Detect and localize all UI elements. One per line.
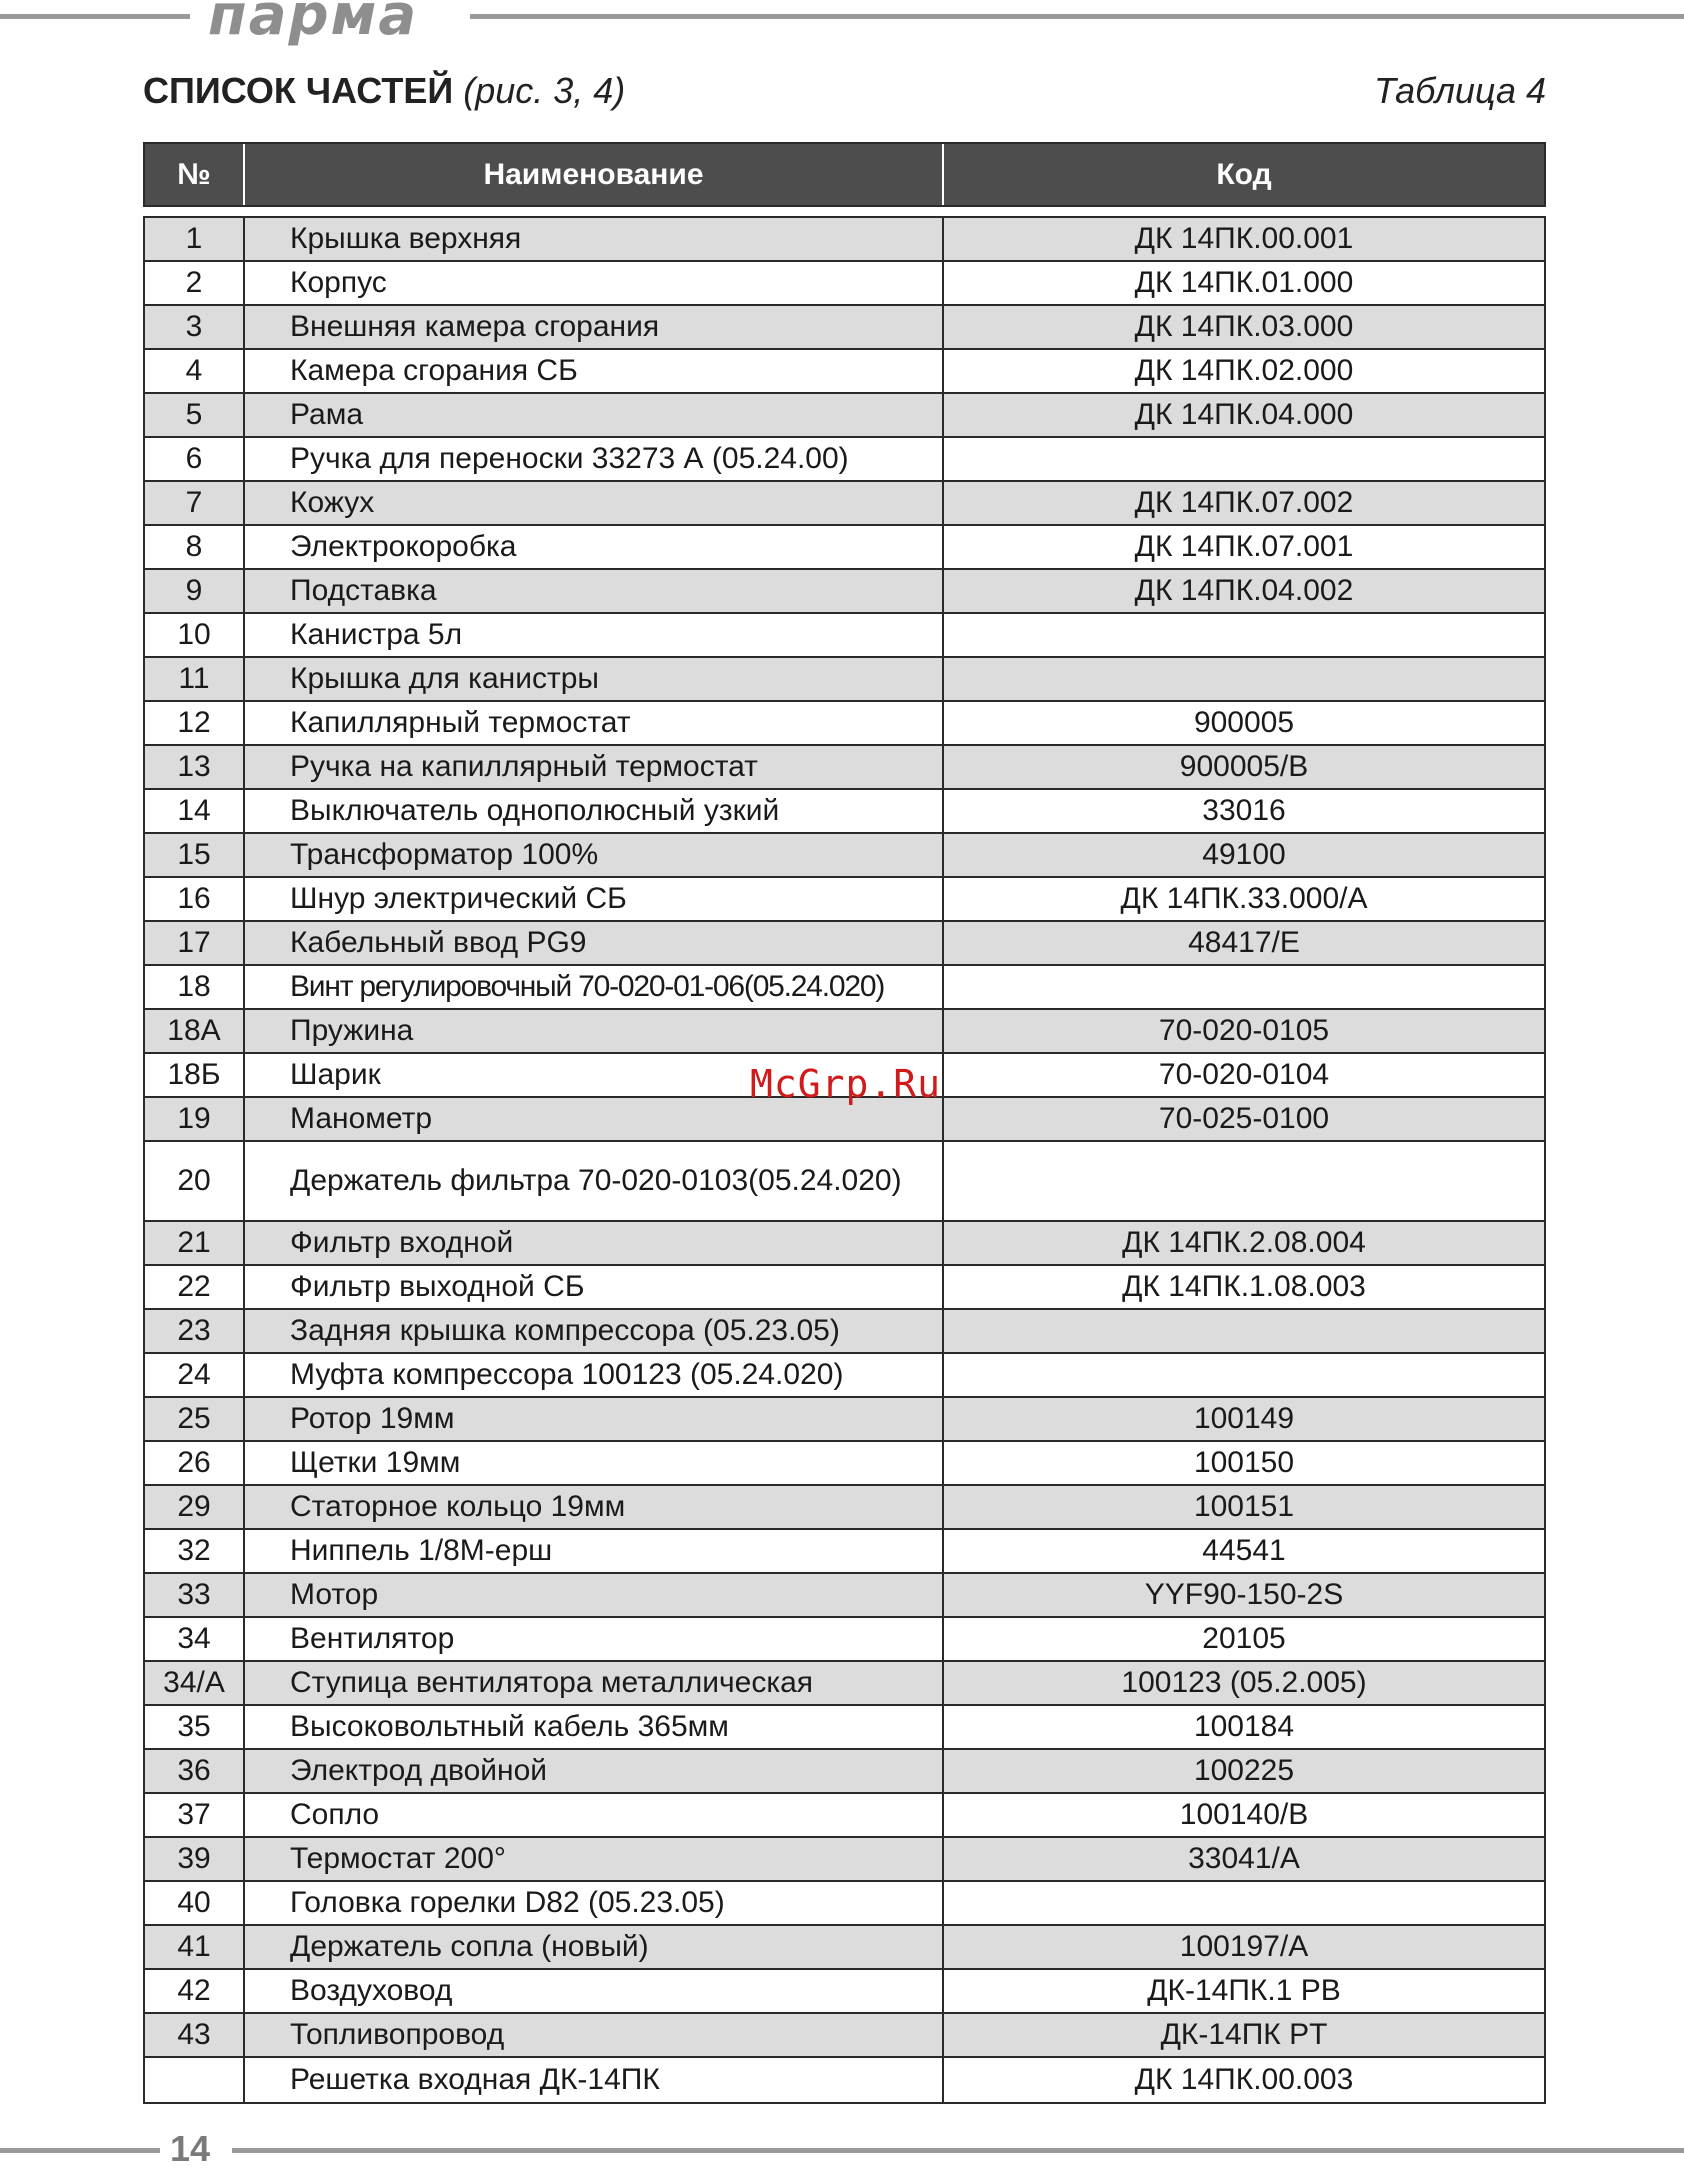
cell-code: 100140/B [1179,1798,1309,1831]
table-row [145,438,1544,482]
cell-num: 34/А [145,1662,245,1704]
cell-name: Шнур электрический СБ [245,878,944,920]
table-row [145,1574,1544,1618]
cell-num: 26 [145,1442,245,1484]
cell-name: Мотор [245,1574,944,1616]
cell-code: ДК 14ПК.00.003 [1134,2063,1354,2096]
cell-name: Высоковольтный кабель 365мм [245,1706,944,1748]
cell-code: 100151 [1193,1490,1295,1523]
cell-num: 3 [145,306,245,348]
table-row [145,966,1544,1010]
column-header-code: Код [1216,157,1272,191]
table-row [145,702,1544,746]
table-row [145,614,1544,658]
cell-num: 42 [145,1970,245,2012]
cell-code: ДК 14ПК.07.001 [1134,530,1354,563]
cell-code: 48417/E [1188,926,1300,959]
cell-num: 17 [145,922,245,964]
cell-code: 100197/A [1179,1930,1309,1963]
cell-num: 1 [145,218,245,260]
cell-name: Ступица вентилятора металлическая [245,1662,944,1704]
table-row [145,482,1544,526]
cell-code [944,438,1544,480]
cell-num: 34 [145,1618,245,1660]
page-title [143,70,625,112]
table-row [145,1838,1544,1882]
table-row [145,1750,1544,1794]
cell-name: Рама [245,394,944,436]
cell-num: 22 [145,1266,245,1308]
table-row [145,922,1544,966]
cell-num: 18 [145,966,245,1008]
cell-code: 100225 [1193,1754,1295,1787]
header-rule-right [470,14,1684,19]
cell-num: 18А [145,1010,245,1052]
header-rule-left [0,14,190,19]
cell-code [944,1310,1544,1352]
cell-code [944,966,1544,1008]
cell-name: Шарик [245,1054,944,1096]
table-row [145,1266,1544,1310]
cell-code: ДК 14ПК.03.000 [1134,310,1354,343]
cell-code: 900005/B [1179,750,1309,783]
table-row [145,306,1544,350]
cell-name: Сопло [245,1794,944,1836]
cell-name: Трансформатор 100% [245,834,944,876]
cell-code: ДК 14ПК.07.002 [1134,486,1354,519]
table-header [143,142,1546,207]
cell-name: Держатель фильтра 70-020-0103(05.24.020) [245,1142,944,1220]
watermark: McGrp.Ru [750,1062,942,1106]
table-row [145,1926,1544,1970]
cell-num: 25 [145,1398,245,1440]
cell-name: Статорное кольцо 19мм [245,1486,944,1528]
cell-name: Корпус [245,262,944,304]
table-row [145,2014,1544,2058]
cell-num: 32 [145,1530,245,1572]
table-row [145,790,1544,834]
cell-name: Ниппель 1/8М-ерш [245,1530,944,1572]
cell-code: 70-020-0105 [1158,1014,1330,1047]
cell-num: 39 [145,1838,245,1880]
cell-name: Решетка входная ДК-14ПК [245,2058,944,2102]
cell-num: 11 [145,658,245,700]
table-row [145,1662,1544,1706]
cell-num: 16 [145,878,245,920]
cell-name: Капиллярный термостат [245,702,944,744]
table-row [145,526,1544,570]
cell-name: Подставка [245,570,944,612]
cell-num: 14 [145,790,245,832]
cell-code: ДК 14ПК.1.08.003 [1122,1270,1366,1303]
cell-code: YYF90-150-2S [1144,1578,1344,1611]
cell-name: Канистра 5л [245,614,944,656]
cell-num: 19 [145,1098,245,1140]
cell-name: Ручка на капиллярный термостат [245,746,944,788]
cell-code: 100149 [1193,1402,1295,1435]
cell-name: Термостат 200° [245,1838,944,1880]
table-row [145,1010,1544,1054]
cell-code [944,1354,1544,1396]
cell-name: Манометр [245,1098,944,1140]
footer-rule-left [0,2148,160,2153]
cell-num: 5 [145,394,245,436]
cell-num: 40 [145,1882,245,1924]
column-header-name: Наименование [245,144,944,205]
cell-num: 23 [145,1310,245,1352]
cell-code: 33016 [1202,794,1286,827]
cell-name: Электрокоробка [245,526,944,568]
cell-name: Щетки 19мм [245,1442,944,1484]
table-row [145,1442,1544,1486]
cell-num: 24 [145,1354,245,1396]
cell-num: 2 [145,262,245,304]
cell-code: 100184 [1193,1710,1295,1743]
table-label: Таблица 4 [1373,70,1546,111]
cell-name: Крышка для канистры [245,658,944,700]
cell-num: 20 [145,1142,245,1220]
table-row [145,658,1544,702]
cell-name: Муфта компрессора 100123 (05.24.020) [245,1354,944,1396]
cell-num: 13 [145,746,245,788]
cell-code: 70-025-0100 [1158,1102,1330,1135]
table-row [145,1222,1544,1266]
cell-name: Электрод двойной [245,1750,944,1792]
table-row [145,1882,1544,1926]
cell-num: 35 [145,1706,245,1748]
column-header-num: № [145,144,245,205]
cell-name: Крышка верхняя [245,218,944,260]
cell-num: 7 [145,482,245,524]
table-row [145,834,1544,878]
cell-code [944,614,1544,656]
cell-name: Топливопровод [245,2014,944,2056]
brand-logo: парма [208,0,419,48]
table-row [145,394,1544,438]
cell-code: 49100 [1202,838,1286,871]
cell-name: Ротор 19мм [245,1398,944,1440]
table-row [145,1618,1544,1662]
table-row [145,570,1544,614]
cell-code: 44541 [1202,1534,1286,1567]
cell-num: 41 [145,1926,245,1968]
title-row [143,70,1546,120]
table-row [145,746,1544,790]
table-row [145,1530,1544,1574]
cell-num: 9 [145,570,245,612]
cell-num: 21 [145,1222,245,1264]
cell-num: 6 [145,438,245,480]
cell-code: 100123 (05.2.005) [1121,1666,1367,1699]
cell-num: 12 [145,702,245,744]
cell-code: ДК 14ПК.2.08.004 [1122,1226,1366,1259]
cell-code: 33041/A [1188,1842,1300,1875]
cell-name: Вентилятор [245,1618,944,1660]
cell-name: Фильтр входной [245,1222,944,1264]
cell-num: 29 [145,1486,245,1528]
cell-code: ДК 14ПК.01.000 [1134,266,1354,299]
table-row [145,2058,1544,2102]
cell-name: Винт регулировочный 70-020-01-06(05.24.020) [245,966,944,1008]
cell-code: ДК 14ПК.00.001 [1134,222,1354,255]
cell-num: 18Б [145,1054,245,1096]
cell-code: 20105 [1202,1622,1286,1655]
table-row [145,1486,1544,1530]
cell-num: 33 [145,1574,245,1616]
cell-code [944,1142,1544,1220]
cell-code: ДК 14ПК.04.002 [1134,574,1354,607]
cell-name: Воздуховод [245,1970,944,2012]
cell-code: 70-020-0104 [1158,1058,1330,1091]
cell-num: 36 [145,1750,245,1792]
cell-name: Фильтр выходной СБ [245,1266,944,1308]
cell-name: Выключатель однополюсный узкий [245,790,944,832]
cell-num: 4 [145,350,245,392]
cell-name: Камера сгорания СБ [245,350,944,392]
cell-code [944,658,1544,700]
cell-name: Ручка для переноски 33273 А (05.24.00) [245,438,944,480]
table-row [145,1354,1544,1398]
cell-name: Головка горелки D82 (05.23.05) [245,1882,944,1924]
table-row [145,218,1544,262]
cell-name: Внешняя камера сгорания [245,306,944,348]
cell-num: 15 [145,834,245,876]
table-row [145,1970,1544,2014]
cell-num: 8 [145,526,245,568]
table-row [145,350,1544,394]
table-row [145,878,1544,922]
cell-code: ДК 14ПК.02.000 [1134,354,1354,387]
cell-name: Задняя крышка компрессора (05.23.05) [245,1310,944,1352]
table-row [145,1310,1544,1354]
cell-code: ДК-14ПК.1 PB [1147,1974,1341,2007]
footer-rule-right [232,2148,1684,2153]
page-number: 14 [170,2128,211,2169]
table-row [145,262,1544,306]
cell-code: 100150 [1193,1446,1295,1479]
cell-code [944,1882,1544,1924]
table-row [145,1794,1544,1838]
cell-code: ДК-14ПК PT [1160,2018,1328,2051]
table-row [145,1706,1544,1750]
table-row [145,1398,1544,1442]
table-row [145,1142,1544,1222]
cell-name: Кожух [245,482,944,524]
cell-code: ДК 14ПК.33.000/А [1120,882,1368,915]
cell-num: 43 [145,2014,245,2056]
cell-name: Пружина [245,1010,944,1052]
title-main: СПИСОК ЧАСТЕЙ [143,70,454,111]
cell-num: 37 [145,1794,245,1836]
cell-code: 900005 [1193,706,1295,739]
cell-num: 10 [145,614,245,656]
parts-table-body [143,216,1546,2104]
title-figure-ref: (рис. 3, 4) [463,70,626,111]
cell-code: ДК 14ПК.04.000 [1134,398,1354,431]
cell-name: Кабельный ввод PG9 [245,922,944,964]
cell-num [145,2058,245,2102]
cell-name: Держатель сопла (новый) [245,1926,944,1968]
